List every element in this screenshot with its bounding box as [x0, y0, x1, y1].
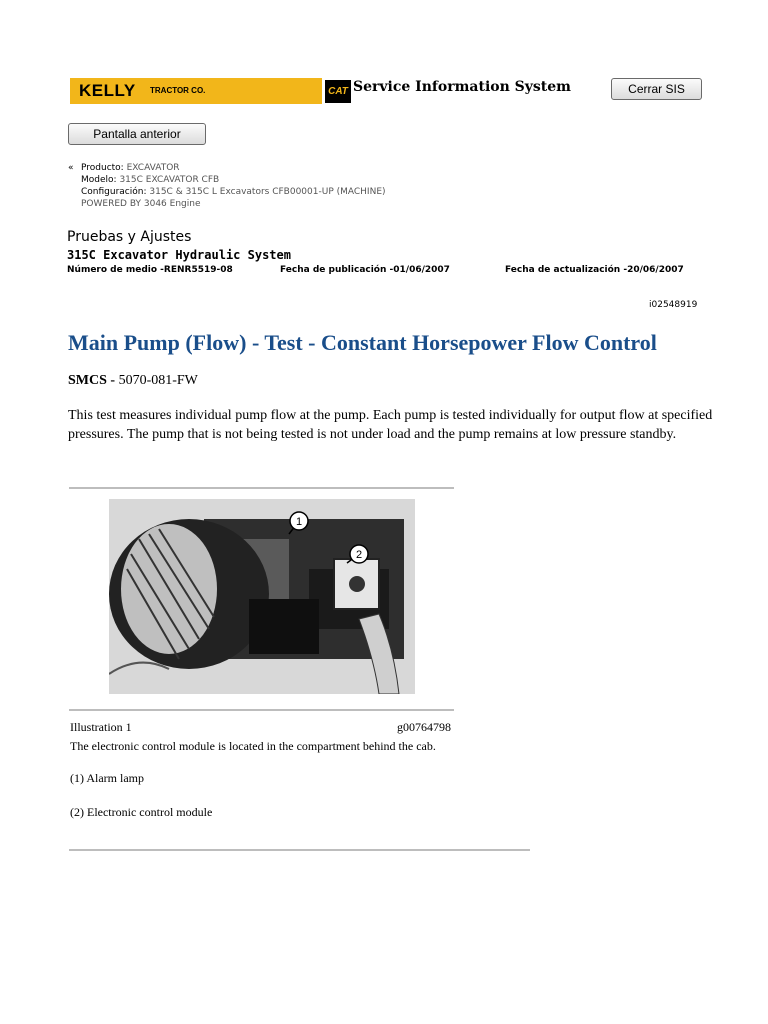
collapse-arrow-icon[interactable]: «	[68, 163, 74, 173]
ecm-compartment-photo	[109, 499, 415, 694]
powered-by-text: POWERED BY 3046 Engine	[81, 199, 201, 209]
smcs-value: 5070-081-FW	[118, 373, 198, 388]
producto-value: EXCAVATOR	[126, 163, 180, 173]
kelly-tractor-banner	[70, 78, 322, 104]
kelly-logo-text: KELLY	[79, 81, 136, 100]
meta-configuracion	[81, 187, 386, 197]
producto-label: Producto:	[81, 163, 124, 173]
marker-2-label: 2	[355, 549, 363, 561]
smcs-label: SMCS -	[68, 373, 116, 388]
system-title: Service Information System	[353, 79, 571, 95]
close-sis-button[interactable]: Cerrar SIS	[611, 78, 702, 100]
configuracion-label: Configuración:	[81, 187, 147, 197]
divider-bottom	[69, 849, 530, 851]
meta-powered	[81, 199, 200, 209]
cat-logo: CAT	[325, 80, 351, 103]
update-date: Fecha de actualización -20/06/2007	[505, 265, 684, 275]
modelo-label: Modelo:	[81, 175, 117, 185]
publication-date: Fecha de publicación -01/06/2007	[280, 265, 450, 275]
divider-top	[69, 487, 454, 489]
illustration-description: The electronic control module is located in the compartment behind the cab.	[70, 739, 436, 753]
graphic-id: g00764798	[397, 720, 451, 734]
media-number: Número de medio -RENR5519-08	[67, 265, 233, 275]
document-id: i02548919	[649, 300, 698, 310]
tractor-co-text: TRACTOR CO.	[150, 86, 206, 95]
callout-1: (1) Alarm lamp	[70, 771, 144, 785]
section-title: Pruebas y Ajustes	[67, 229, 192, 245]
marker-1-label: 1	[295, 516, 303, 528]
intro-paragraph: This test measures individual pump flow at the pump. Each pump is tested individually for output flow at specified pressures. The pump that is not being tested is not under load and the pump remains at low pressure standby.	[68, 408, 713, 442]
divider-figure	[69, 709, 454, 711]
configuracion-value: 315C & 315C L Excavators CFB00001-UP (MACHINE)	[149, 187, 386, 197]
illustration-label: Illustration 1	[70, 720, 132, 734]
section-subtitle: 315C Excavator Hydraulic System	[67, 248, 291, 262]
modelo-value: 315C EXCAVATOR CFB	[119, 175, 220, 185]
meta-producto	[81, 163, 180, 173]
callout-2: (2) Electronic control module	[70, 805, 213, 819]
smcs-code	[68, 373, 198, 389]
meta-modelo	[81, 175, 219, 185]
article-title: Main Pump (Flow) - Test - Constant Horsepower Flow Control	[68, 330, 657, 355]
previous-screen-button[interactable]: Pantalla anterior	[68, 123, 206, 145]
